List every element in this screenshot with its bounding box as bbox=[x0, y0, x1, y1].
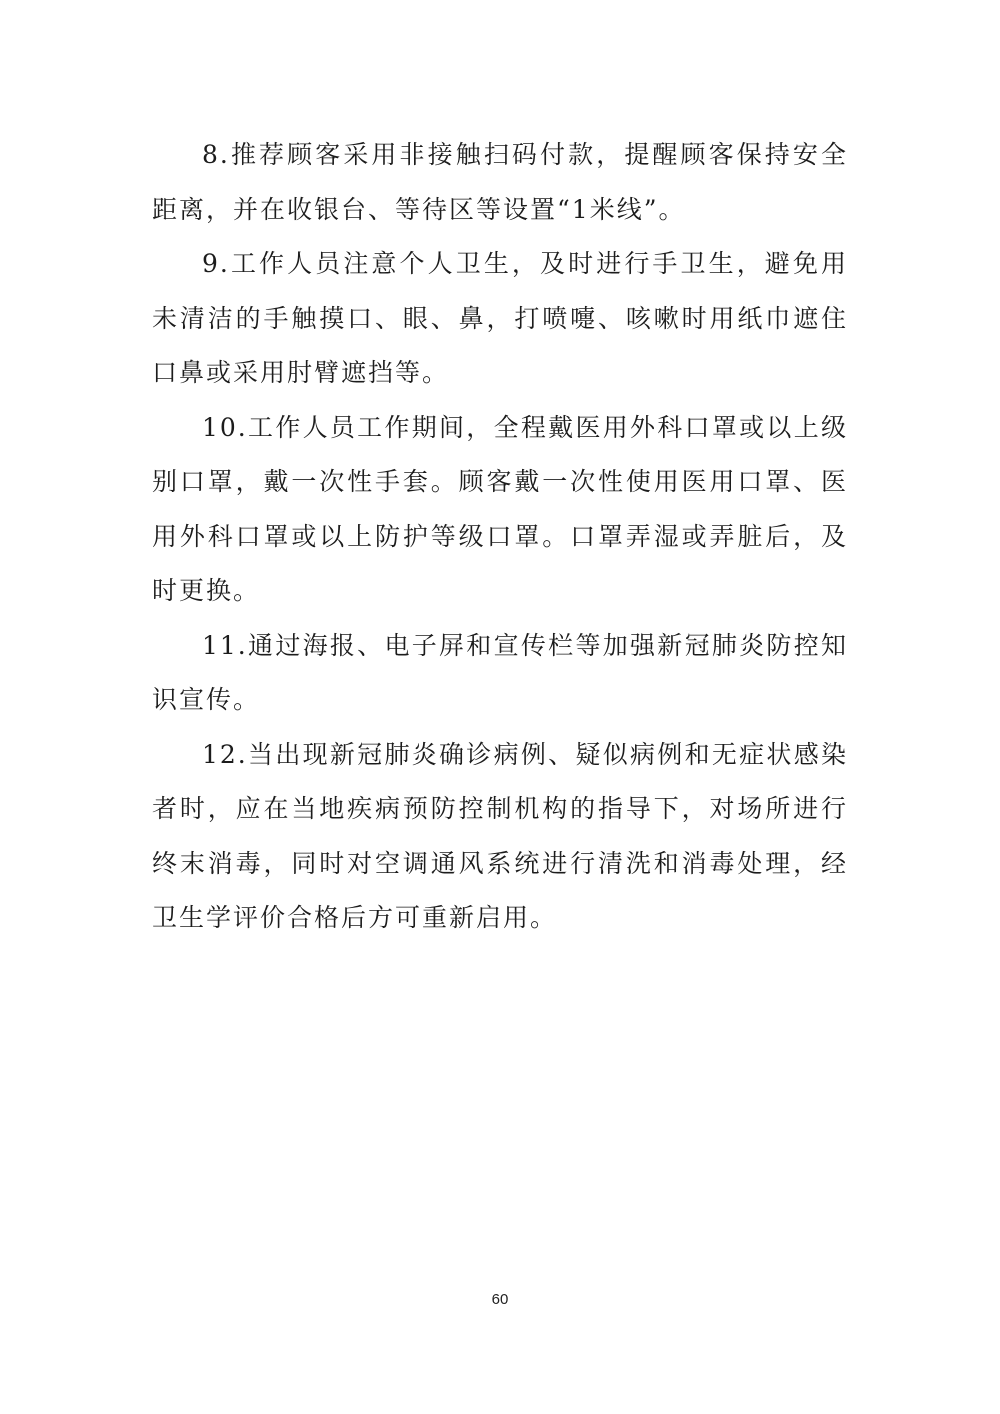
paragraph-item-9: 9.工作人员注意个人卫生，及时进行手卫生，避免用未清洁的手触摸口、眼、鼻，打喷嚏、咳嗽时用纸巾遮住口鼻或采用肘臂遮挡等。 bbox=[152, 249, 848, 387]
document-body bbox=[152, 128, 848, 946]
paragraph-item-10: 10.工作人员工作期间，全程戴医用外科口罩或以上级别口罩，戴一次性手套。顾客戴一次性使用医用口罩、医用外科口罩或以上防护等级口罩。口罩弄湿或弄脏后，及时更换。 bbox=[152, 412, 848, 605]
paragraph-item-12: 12.当出现新冠肺炎确诊病例、疑似病例和无症状感染者时，应在当地疾病预防控制机构的指导下，对场所进行终末消毒，同时对空调通风系统进行清洗和消毒处理，经卫生学评价合格后方可重新启用。 bbox=[152, 739, 848, 932]
page-number: 60 bbox=[491, 1291, 509, 1308]
paragraph-item-11: 11.通过海报、电子屏和宣传栏等加强新冠肺炎防控知识宣传。 bbox=[152, 630, 848, 714]
paragraph-item-8: 8.推荐顾客采用非接触扫码付款，提醒顾客保持安全距离，并在收银台、等待区等设置“1米线”。 bbox=[152, 140, 848, 224]
